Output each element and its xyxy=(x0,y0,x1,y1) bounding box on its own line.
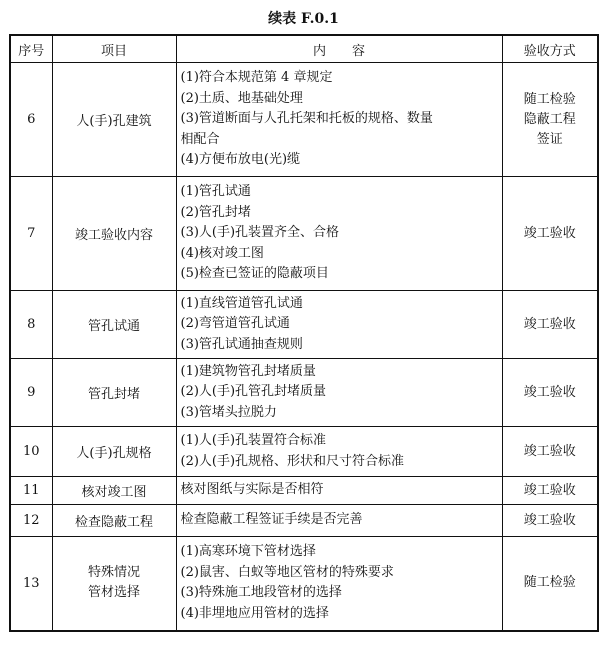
table-row xyxy=(10,505,598,537)
content-line: (2)弯管道管孔试通 xyxy=(180,316,290,332)
row-content xyxy=(176,537,502,631)
header-method: 验收方式 xyxy=(502,35,598,63)
row-number: 10 xyxy=(10,427,52,477)
table-row xyxy=(10,359,598,427)
row-item: 检查隐蔽工程 xyxy=(52,505,176,537)
row-content xyxy=(176,477,502,505)
content-line: (2)管孔封堵 xyxy=(180,204,251,220)
table-row xyxy=(10,177,598,291)
row-content xyxy=(176,63,502,177)
table-row xyxy=(10,477,598,505)
method-line: 签证 xyxy=(536,131,563,147)
content-line: 核对图纸与实际是否相符 xyxy=(180,482,324,498)
row-item: 人(手)孔建筑 xyxy=(52,63,176,177)
content-line: (1)符合本规范第 4 章规定 xyxy=(180,70,333,86)
row-method xyxy=(502,505,598,537)
content-line: (1)直线管道管孔试通 xyxy=(180,295,303,311)
method-line: 竣工验收 xyxy=(523,482,576,498)
content-line: (4)非埋地应用管材的选择 xyxy=(180,605,329,621)
header-row xyxy=(10,35,598,63)
table-row xyxy=(10,63,598,177)
row-content xyxy=(176,359,502,427)
row-content xyxy=(176,291,502,359)
row-number: 8 xyxy=(10,291,52,359)
content-line: 检查隐蔽工程签证手续是否完善 xyxy=(180,512,363,528)
row-item-line: 特殊情况 xyxy=(87,565,140,581)
row-number: 13 xyxy=(10,537,52,631)
method-line: 随工检验 xyxy=(523,91,576,107)
content-line: (4)核对竣工图 xyxy=(180,245,264,261)
content-line: (3)管道断面与人孔托架和托板的规格、数量 xyxy=(180,111,433,127)
content-line: (1)管孔试通 xyxy=(180,184,251,200)
row-method xyxy=(502,177,598,291)
row-method xyxy=(502,63,598,177)
row-item: 核对竣工图 xyxy=(52,477,176,505)
row-number: 9 xyxy=(10,359,52,427)
method-line: 竣工验收 xyxy=(523,316,576,332)
row-method xyxy=(502,427,598,477)
row-content xyxy=(176,427,502,477)
content-line: (3)特殊施工地段管材的选择 xyxy=(180,585,342,601)
content-line: 相配合 xyxy=(180,131,220,147)
row-method xyxy=(502,291,598,359)
row-number: 6 xyxy=(10,63,52,177)
method-line: 竣工验收 xyxy=(523,384,576,400)
table-row xyxy=(10,291,598,359)
row-number: 7 xyxy=(10,177,52,291)
content-line: (2)鼠害、白蚁等地区管材的特殊要求 xyxy=(180,564,394,580)
header-no: 序号 xyxy=(10,35,52,63)
acceptance-table xyxy=(9,34,599,632)
table-row xyxy=(10,427,598,477)
row-item: 竣工验收内容 xyxy=(52,177,176,291)
row-content xyxy=(176,505,502,537)
row-item: 管孔试通 xyxy=(52,291,176,359)
method-line: 竣工验收 xyxy=(523,512,576,528)
content-line: (4)方便布放电(光)缆 xyxy=(180,152,301,168)
table-row xyxy=(10,537,598,631)
content-line: (2)人(手)孔管孔封堵质量 xyxy=(180,384,327,400)
method-line: 隐蔽工程 xyxy=(523,111,576,127)
method-line: 随工检验 xyxy=(523,575,576,591)
content-line: (2)人(手)孔规格、形状和尺寸符合标准 xyxy=(180,453,405,469)
content-line: (1)高寒环境下管材选择 xyxy=(180,544,316,560)
method-line: 竣工验收 xyxy=(523,225,576,241)
content-line: (3)人(手)孔装置齐全、合格 xyxy=(180,225,340,241)
table-caption: 续表 F.0.1 xyxy=(268,11,339,27)
row-number: 12 xyxy=(10,505,52,537)
header-item: 项目 xyxy=(52,35,176,63)
row-item xyxy=(52,537,176,631)
content-line: (3)管堵头拉脱力 xyxy=(180,404,277,420)
row-method xyxy=(502,537,598,631)
row-item-line: 管材选择 xyxy=(87,585,140,601)
header-content: 内 容 xyxy=(176,35,502,63)
content-line: (1)人(手)孔装置符合标准 xyxy=(180,433,327,449)
content-line: (3)管孔试通抽查规则 xyxy=(180,336,303,352)
row-method xyxy=(502,477,598,505)
row-content xyxy=(176,177,502,291)
row-item: 人(手)孔规格 xyxy=(52,427,176,477)
content-line: (5)检查已签证的隐蔽项目 xyxy=(180,266,329,282)
row-number: 11 xyxy=(10,477,52,505)
row-item: 管孔封堵 xyxy=(52,359,176,427)
content-line: (1)建筑物管孔封堵质量 xyxy=(180,363,316,379)
method-line: 竣工验收 xyxy=(523,443,576,459)
row-method xyxy=(502,359,598,427)
content-line: (2)土质、地基础处理 xyxy=(180,90,303,106)
